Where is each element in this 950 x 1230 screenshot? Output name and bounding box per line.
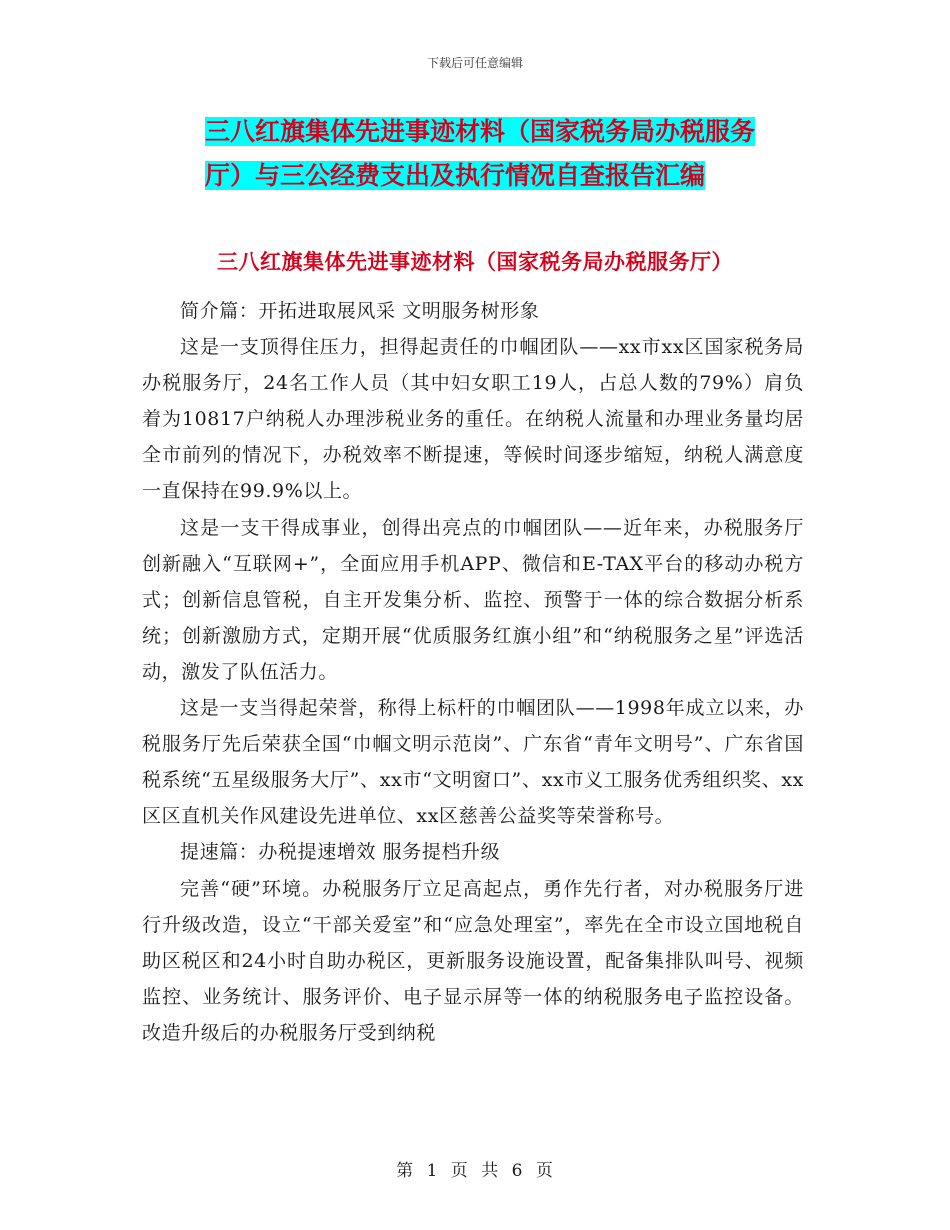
paragraph: 这是一支干得成事业，创得出亮点的巾帼团队——近年来，办税服务厅创新融入“互联网+”，全面应用手机APP、微信和E-TAX平台的移动办税方式；创新信息管税，自主开发集分析、监控、预警于一体的综合数据分析系统；创新激励方式，定期开展“优质服务红旗小组”和“纳税服务之星”评选活动，激发了队伍活力。: [142, 516, 804, 683]
page-number: 1: [426, 1161, 439, 1181]
footer-di: 第: [396, 1161, 415, 1181]
page-footer: [0, 1156, 950, 1181]
paragraph-intro-heading: 简介篇：开拓进取展风采 文明服务树形象: [180, 300, 540, 322]
footer-ye: 页: [450, 1161, 469, 1181]
body-text: [142, 293, 804, 1051]
paragraph: 完善“硬”环境。办税服务厅立足高起点，勇作先行者，对办税服务厅进行升级改造，设立“干部关爱室”和“应急处理室”，率先在全市设立国地税自助区税区和24小时自助办税区，更新服务设施设置，配备集排队叫号、视频监控、业务统计、服务评价、电子显示屏等一体的纳税服务电子监控设备。改造升级后的办税服务厅受到纳税: [142, 877, 804, 1044]
paragraph-speed-heading: 提速篇：办税提速增效 服务提档升级: [180, 841, 501, 864]
total-pages: 6: [511, 1161, 524, 1181]
section-title: 三八红旗集体先进事迹材料（国家税务局办税服务厅）: [217, 250, 733, 274]
header-note: 下载后可任意编辑: [426, 56, 523, 70]
main-title-line-1: 三八红旗集体先进事迹材料（国家税务局办税服务: [205, 117, 756, 146]
main-title-line-2: 厅）与三公经费支出及执行情况自查报告汇编: [205, 161, 706, 190]
footer-gong: 共: [481, 1161, 500, 1181]
footer-ye-2: 页: [535, 1161, 554, 1181]
paragraph: 这是一支顶得住压力，担得起责任的巾帼团队——xx市xx区国家税务局办税服务厅，24名工作人员（其中妇女职工19人，占总人数的79%）肩负着为10817户纳税人办理涉税业务的重任。在纳税人流量和办理业务量均居全市前列的情况下，办税效率不断提速，等候时间逐步缩短，纳税人满意度一直保持在99.9%以上。: [142, 336, 804, 503]
paragraph: 这是一支当得起荣誉，称得上标杆的巾帼团队——1998年成立以来，办税服务厅先后荣获全国“巾帼文明示范岗”、广东省“青年文明号”、广东省国税系统“五星级服务大厅”、xx市“文明窗口”、xx市义工服务优秀组织奖、xx区区直机关作风建设先进单位、xx区慈善公益奖等荣誉称号。: [142, 697, 804, 828]
main-title: [205, 110, 805, 198]
